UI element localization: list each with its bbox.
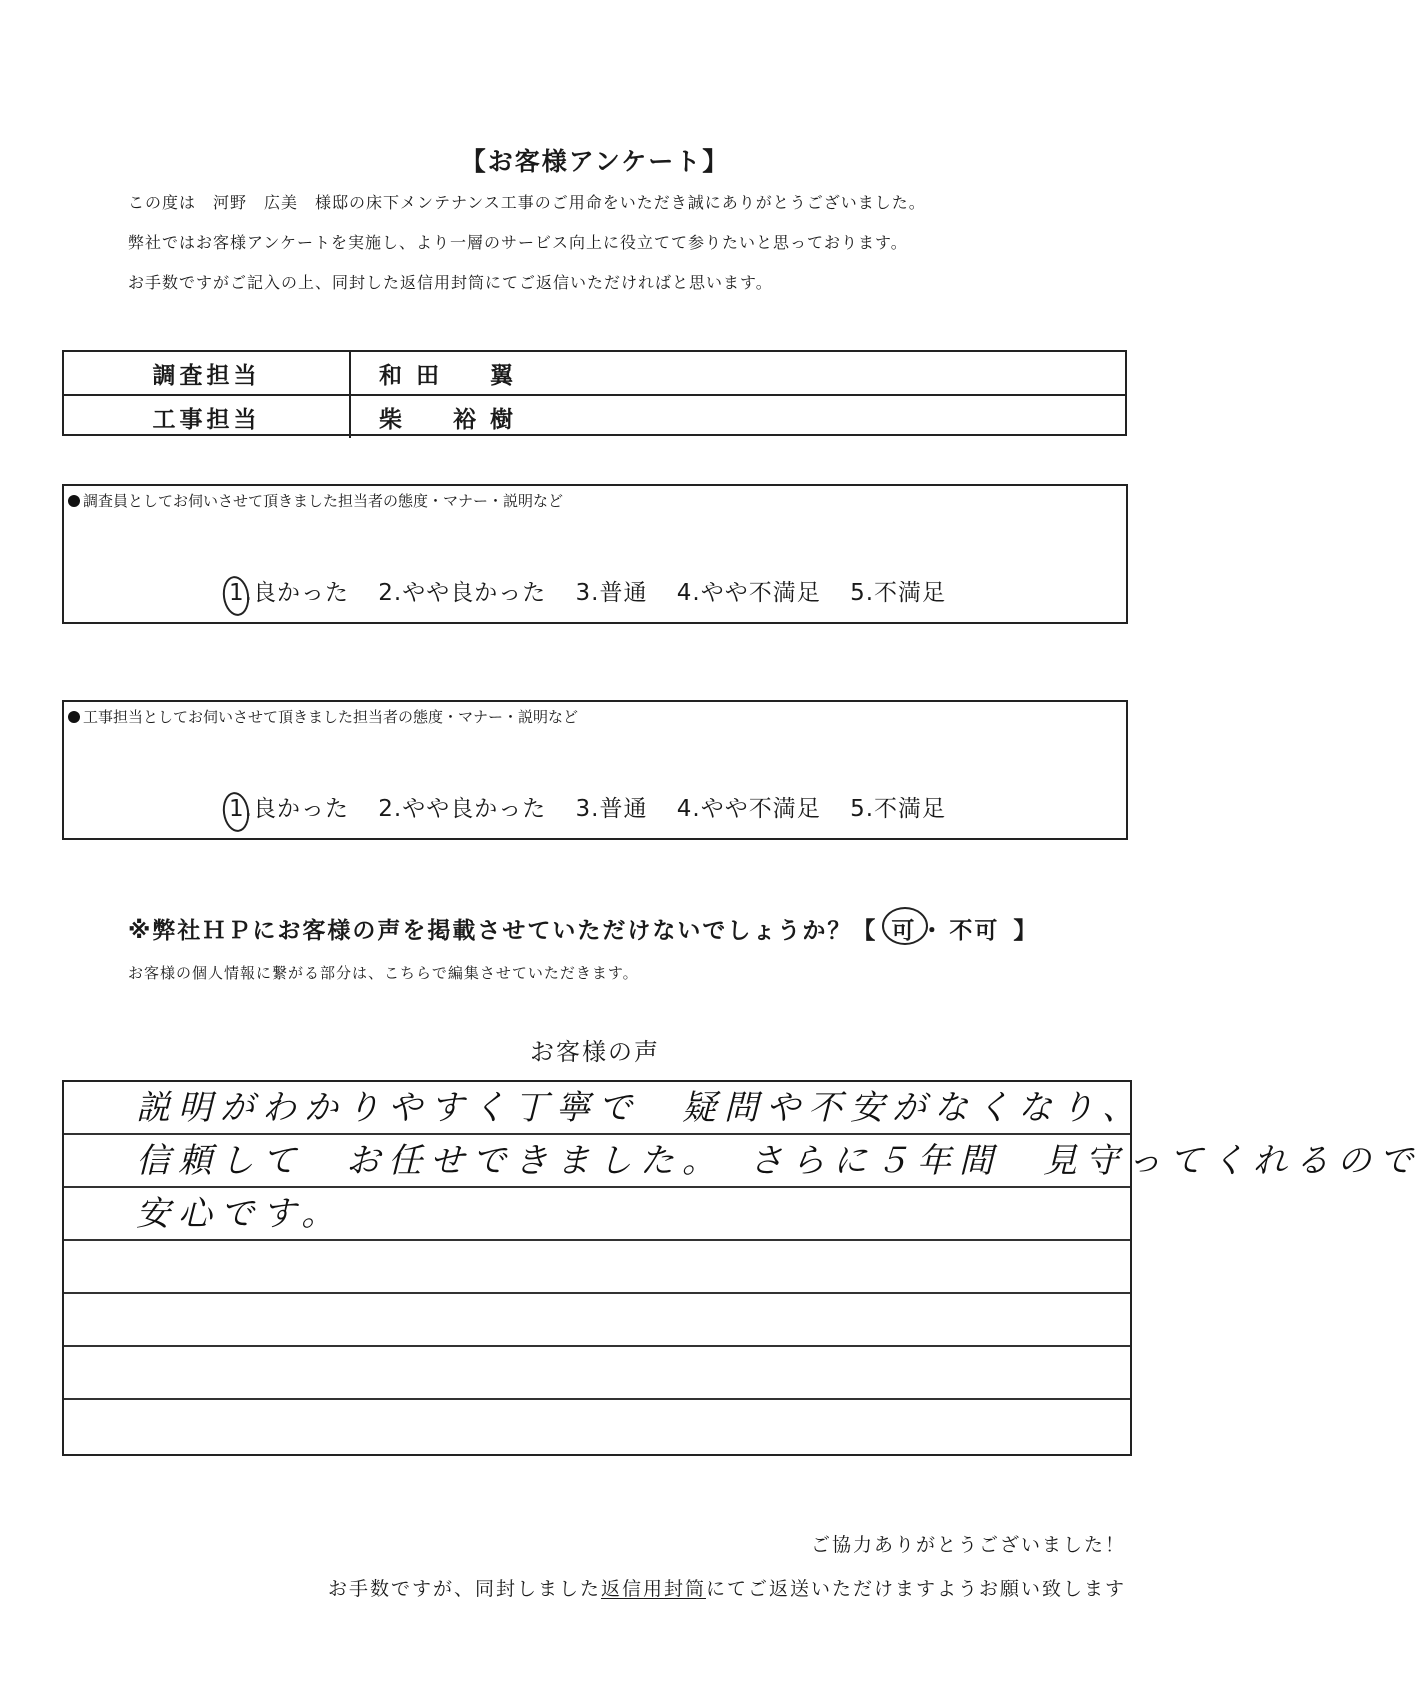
rating-option-2[interactable]: 2.やや良かった (378, 796, 547, 822)
page-title: 【お客様アンケート】 (460, 147, 730, 176)
hp-permission-question: ※弊社ＨＰにお客様の声を掲載させていただけないでしょうか？【 可 ・ 不可 】 (128, 912, 1038, 945)
voice-text: 説明がわかりやすく丁寧で 疑問や不安がなくなり、 (136, 1088, 1144, 1128)
rating-options (229, 790, 968, 823)
closing-message: お手数ですが、同封しました返信用封筒にてご返送いただけますようお願い致します (327, 1578, 1126, 1600)
rating-option-4[interactable]: 4.やや不満足 (676, 796, 821, 822)
rating-options (229, 574, 968, 607)
survey-staff-label: 調査担当 (64, 352, 351, 394)
voice-line-2[interactable] (64, 1135, 1421, 1188)
voice-title: お客様の声 (530, 1038, 660, 1066)
rating-option-5[interactable]: 5.不満足 (850, 580, 947, 606)
rating-box-survey (62, 484, 1128, 624)
return-envelope-text: 返信用封筒 (600, 1578, 706, 1600)
bullet-icon (68, 711, 80, 723)
rating-option-4[interactable]: 4.やや不満足 (676, 580, 821, 606)
rating-option-3[interactable]: 3.普通 (575, 580, 648, 606)
staff-table (62, 350, 1127, 436)
bullet-icon (68, 495, 80, 507)
voice-line-4[interactable] (64, 1241, 1130, 1294)
voice-line-1[interactable] (64, 1082, 1144, 1135)
voice-line-7[interactable] (64, 1400, 1130, 1453)
hp-option-no[interactable]: 不可 (949, 918, 1000, 944)
rating-option-5[interactable]: 5.不満足 (850, 796, 947, 822)
voice-line-5[interactable] (64, 1294, 1130, 1347)
survey-staff-name: 和田 翼 (379, 362, 527, 389)
voice-line-6[interactable] (64, 1347, 1130, 1400)
construction-staff-name: 柴 裕樹 (379, 406, 527, 433)
rating-option-1-selected[interactable]: 1.良かった (229, 580, 349, 606)
voice-text: 信頼して お任せできました。 さらに５年間 見守ってくれるので (136, 1141, 1421, 1181)
intro-line-3: お手数ですがご記入の上、同封した返信用封筒にてご返信いただければと思います。 (128, 273, 773, 292)
thanks-message: ご協力ありがとうございました！ (810, 1534, 1126, 1556)
intro-line-2: 弊社ではお客様アンケートを実施し、より一層のサービス向上に役立てて参りたいと思っております。 (128, 233, 908, 252)
rating-option-3[interactable]: 3.普通 (575, 796, 648, 822)
hp-permission-note: お客様の個人情報に繋がる部分は、こちらで編集させていただきます。 (128, 964, 639, 982)
construction-staff-label: 工事担当 (64, 396, 351, 438)
voice-text: 安心です。 (136, 1194, 344, 1234)
staff-row-construction (64, 394, 1125, 438)
hp-option-yes-selected[interactable]: 可 (891, 912, 916, 945)
voice-box (62, 1080, 1421, 1456)
intro-line-1: この度は 河野 広美 様邸の床下メンテナンス工事のご用命をいただき誠にありがとうございました。 (128, 193, 926, 212)
voice-line-3[interactable] (64, 1188, 1130, 1241)
rating-box-construction (62, 700, 1128, 840)
staff-row-survey (64, 352, 1125, 394)
rating-option-1-selected[interactable]: 1.良かった (229, 796, 349, 822)
rating-question: 工事担当としてお伺いさせて頂きました担当者の態度・マナー・説明など (68, 706, 578, 727)
rating-question: 調査員としてお伺いさせて頂きました担当者の態度・マナー・説明など (68, 490, 563, 511)
rating-option-2[interactable]: 2.やや良かった (378, 580, 547, 606)
